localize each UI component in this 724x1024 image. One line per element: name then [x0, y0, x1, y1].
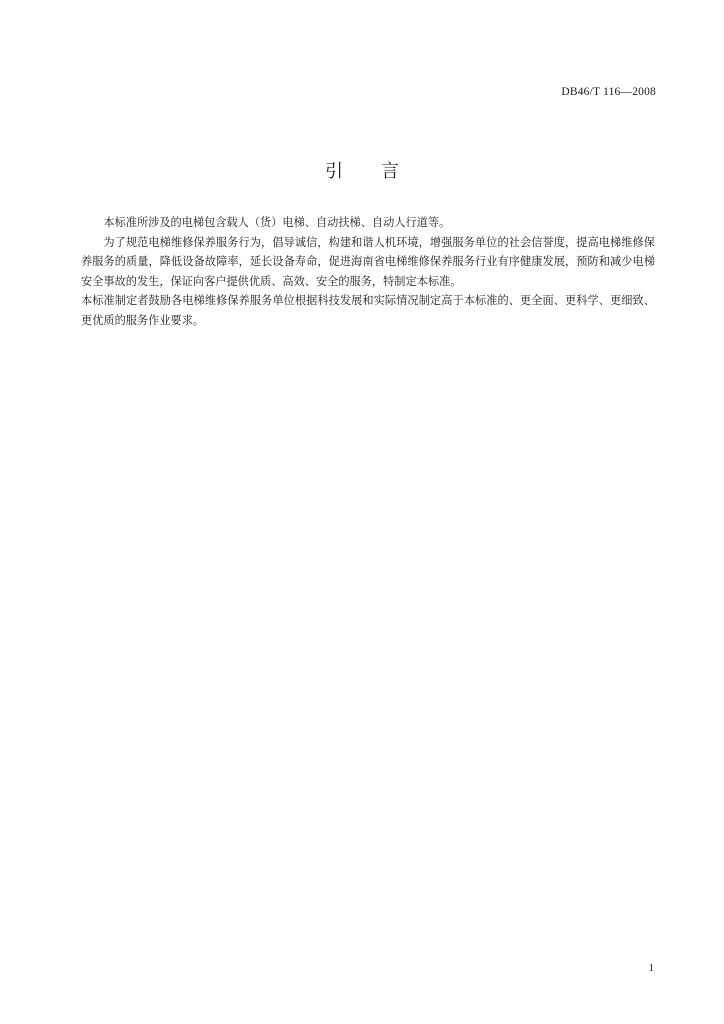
document-number: DB46/T 116—2008: [561, 86, 656, 98]
page-number: 1: [648, 962, 654, 974]
paragraph-purpose: 为了规范电梯维修保养服务行为，倡导诚信，构建和谐人机环境，增强服务单位的社会信誉度，提高电梯维修保养服务的质量，降低设备故障率，延长设备寿命，促进海南省电梯维修保养服务行业有序健康发展，预防和减少电梯安全事故的发生，保证向客户提供优质、高效、安全的服务，特制定本标准。: [81, 235, 655, 288]
paragraph-encouragement: 本标准制定者鼓励各电梯维修保养服务单位根据科技发展和实际情况制定高于本标准的、更全面、更科学、更细致、更优质的服务作业要求。: [81, 294, 655, 327]
paragraph-scope: 本标准所涉及的电梯包含载人（货）电梯、自动扶梯、自动人行道等。: [103, 216, 451, 229]
page-title: 引言: [325, 161, 437, 182]
body-text: [81, 213, 655, 331]
